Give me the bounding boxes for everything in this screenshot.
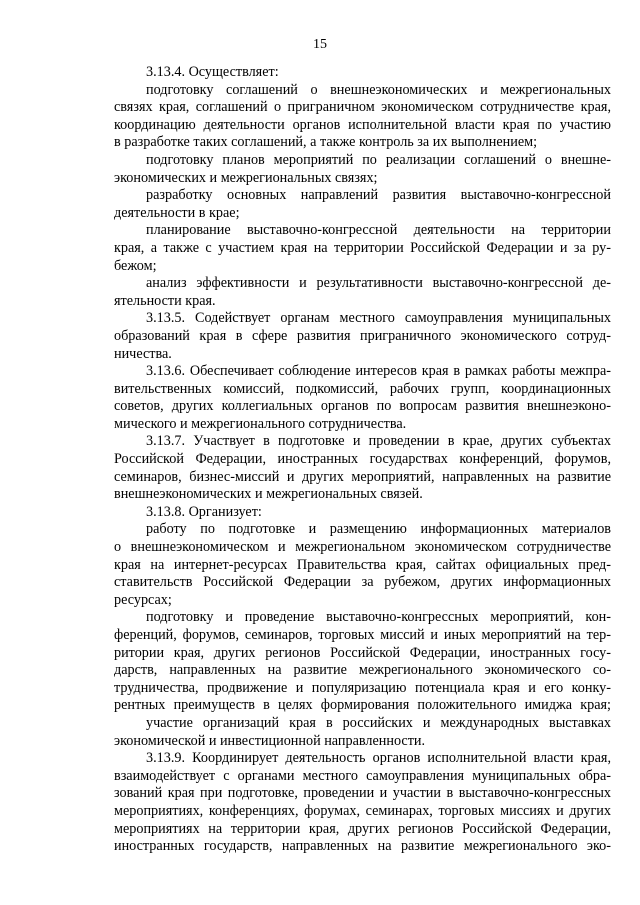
text-line: края, а также с участием края на территории Российской Федерации и за ру- bbox=[114, 239, 611, 256]
text-line: 3.13.7. Участвует в подготовке и проведении в крае, других субъектах bbox=[146, 433, 611, 450]
text-line: края на интернет-ресурсах Правительства края, сайтах официальных пред- bbox=[114, 556, 611, 573]
text-line: 3.13.6. Обеспечивает соблюдение интересов края в рамках работы межпра- bbox=[146, 363, 611, 380]
text-line: рентных преимуществ в целях формирования положительного имиджа края; bbox=[114, 697, 611, 714]
text-line: мероприятиях на территории края, других регионов Российской Федерации, bbox=[114, 820, 611, 837]
text-line: Российской Федерации, иностранных государствах конференций, форумов, bbox=[114, 451, 611, 468]
text-line: ятельности края. bbox=[114, 292, 216, 309]
text-line: зований края при подготовке, проведении и участии в выставочно-конгрессных bbox=[114, 785, 611, 802]
text-line: 3.13.9. Координирует деятельность органов исполнительной власти края, bbox=[146, 750, 611, 767]
text-line: трудничества, продвижение и популяризацию потенциала края и его конку- bbox=[114, 679, 611, 696]
text-line: разработку основных направлений развития выставочно-конгрессной bbox=[146, 187, 611, 204]
text-line: ничества. bbox=[114, 345, 172, 362]
text-line: подготовку планов мероприятий по реализации соглашений о внешне- bbox=[146, 151, 611, 168]
text-line: планирование выставочно-конгрессной деятельности на территории bbox=[146, 222, 611, 239]
text-line: ставительств Российской Федерации за рубежом, других информационных bbox=[114, 574, 611, 591]
text-line: семинаров, бизнес-миссий и других мероприятий, направленных на развитие bbox=[114, 468, 611, 485]
text-line: бежом; bbox=[114, 257, 157, 274]
text-line: иностранных государств, направленных на развитие межрегионального эко- bbox=[114, 838, 611, 855]
text-line: 3.13.8. Организует: bbox=[146, 503, 262, 520]
text-line: дарств, направленных на развитие межрегионального экономического со- bbox=[114, 662, 611, 679]
text-line: мического и межрегионального сотрудничества. bbox=[114, 415, 407, 432]
text-line: ференций, форумов, семинаров, торговых миссий и иных мероприятий на тер- bbox=[114, 627, 611, 643]
text-line: экономической и инвестиционной направленности. bbox=[114, 732, 426, 749]
page-number: 15 bbox=[313, 37, 327, 52]
text-line: ритории края, других регионов Российской Федерации, иностранных госу- bbox=[114, 644, 611, 661]
document-body bbox=[114, 64, 611, 856]
text-line: взаимодействует с органами местного самоуправления муниципальных обра- bbox=[114, 767, 611, 784]
text-line: деятельности в крае; bbox=[114, 204, 240, 221]
text-line: экономических и межрегиональных связях; bbox=[114, 169, 378, 186]
text-line: внешнеэкономических и межрегиональных связей. bbox=[114, 486, 423, 503]
text-line: подготовку и проведение выставочно-конгрессных мероприятий, кон- bbox=[146, 609, 611, 626]
text-line: мероприятиях, конференциях, форумах, семинарах, торговых миссиях и других bbox=[114, 802, 611, 819]
text-line: в разработке таких соглашений, а также контроль за их выполнением; bbox=[114, 134, 538, 151]
text-line: координацию деятельности органов исполнительной власти края по участию bbox=[114, 116, 611, 133]
text-line: подготовку соглашений о внешнеэкономических и межрегиональных bbox=[146, 81, 611, 98]
text-line: участие организаций края в российских и международных выставках bbox=[146, 714, 611, 731]
text-line: вительственных комиссий, подкомиссий, рабочих групп, координационных bbox=[114, 380, 611, 397]
text-line: образований края в сфере развития приграничного экономического сотруд- bbox=[114, 327, 611, 344]
text-line: анализ эффективности и результативности выставочно-конгрессной де- bbox=[146, 275, 611, 292]
text-line: 3.13.5. Содействует органам местного самоуправления муниципальных bbox=[146, 310, 611, 327]
text-line: 3.13.4. Осуществляет: bbox=[146, 64, 279, 80]
text-line: ресурсах; bbox=[114, 591, 172, 608]
text-line: советов, других коллегиальных органов по вопросам развития внешнеэконо- bbox=[114, 398, 611, 415]
text-line: работу по подготовке и размещению информационных материалов bbox=[146, 521, 611, 538]
text-line: связях края, соглашений о приграничном экономическом сотрудничестве края, bbox=[114, 99, 611, 116]
text-line: о внешнеэкономическом и межрегиональном экономическом сотрудничестве bbox=[114, 539, 611, 556]
